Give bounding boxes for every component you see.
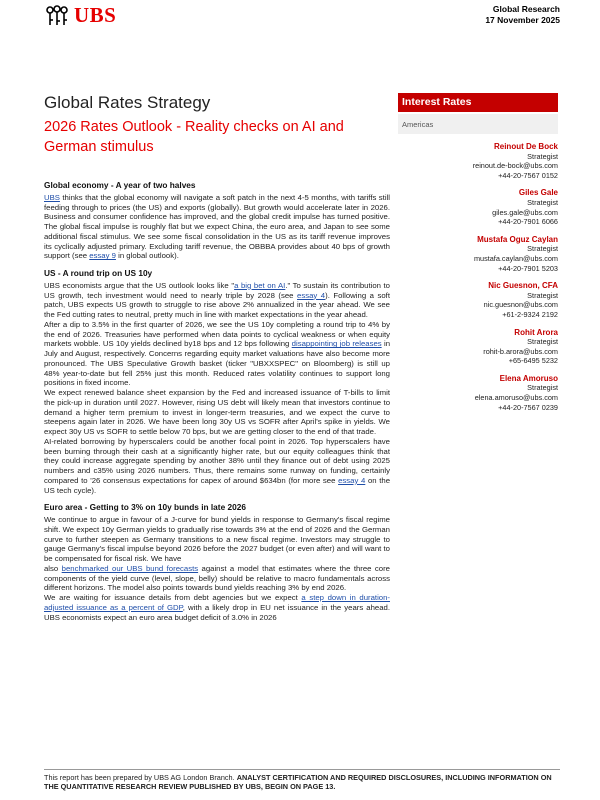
contact-phone: +44-20-7567 0152 [498, 170, 558, 180]
footer-disclosure: ANALYST CERTIFICATION AND REQUIRED DISCLOSURES, INCLUDING INFORMATION ON THE QUANTITATIVE RESEARCH REVIEW PUBLISHED BY UBS, BEGIN ON PAGE 13. [44, 773, 552, 791]
report-body [44, 181, 390, 630]
contact-name: Elena Amoruso [499, 373, 558, 383]
brand-label: Global Research [492, 4, 560, 14]
link-issuance-step-down[interactable]: a step down in duration-adjusted issuance as a percent of GDP [44, 593, 390, 612]
contact-role: Strategist [527, 337, 558, 347]
section-euro-area [44, 503, 390, 622]
logo-text: UBS [74, 3, 117, 27]
paragraph [44, 281, 390, 320]
contact-email[interactable]: rohit-b.arora@ubs.com [483, 346, 558, 356]
section-us [44, 269, 390, 495]
contact-role: Strategist [527, 151, 558, 161]
contact-email[interactable]: reinout.de-bock@ubs.com [472, 161, 558, 171]
link-essay-4[interactable]: essay 4 [338, 475, 366, 485]
contact-phone: +61-2-9324 2192 [502, 309, 558, 319]
link-essay-4[interactable]: essay 4 [297, 290, 326, 300]
text-run: thinks that the global economy will navigate a soft patch in the next 4-5 months, with tariffs still feeding through to prices (the US) and exports (globally). But growth would accelerate later in 2026. Business and consumer confidence has improved, and the global credit impulse has turned positive. The global fiscal impulse is roughly flat but we expect China, the euro area, and Japan to see some additional fiscal stimulus. We see some fiscal consolidation in the US as its tariff revenue improves its cyclically adjusted primary. Excluding tariff revenue, the OBBBA provides about 40 bps of growth support (see [44, 192, 390, 261]
contact-card [398, 281, 558, 319]
contact-email[interactable]: giles.gale@ubs.com [492, 207, 558, 217]
text-run: also [44, 563, 62, 573]
section-global-economy [44, 181, 390, 261]
paragraph [44, 193, 390, 261]
contact-card [398, 374, 558, 412]
text-run: ." To sustain its contribution to US growth, tech investment would need to nearly triple by 2028 (see [44, 280, 390, 300]
contact-role: Strategist [527, 244, 558, 254]
paragraph [44, 437, 390, 496]
link-big-bet-on-ai[interactable]: a big bet on AI [234, 280, 286, 290]
contact-name: Mustafa Oguz Caylan [477, 234, 558, 244]
sidebar [398, 93, 558, 420]
report-series-title: Global Rates Strategy [44, 93, 211, 112]
contact-card [398, 235, 558, 273]
header-info [485, 4, 560, 25]
contact-role: Strategist [527, 197, 558, 207]
section-heading: Global economy - A year of two halves [44, 180, 196, 190]
paragraph: We expect renewed balance sheet expansion by the Fed and increased issuance of T-bills to limit the pick-up in duration until 2027. However, rising US debt will likely mean that investors continue to demand a higher term premium to invest in longer-term treasuries, and we expect the curve to steepens again later in 2026. We have been long 30y US vs SOFR after April's spike in yields. We expect 30y US vs SOFR to settle below 70 bps, but we are getting closer to the end of that trade. [44, 388, 390, 436]
contact-name: Rohit Arora [514, 327, 558, 337]
link-job-releases[interactable]: disappointing job releases [291, 339, 382, 349]
contact-phone: +65-6495 5232 [508, 356, 558, 366]
link-essay-9[interactable]: essay 9 [89, 251, 116, 261]
contact-card [398, 188, 558, 226]
link-ubs[interactable]: UBS [44, 192, 60, 202]
ubs-keys-icon [44, 5, 70, 27]
contact-email[interactable]: elena.amoruso@ubs.com [474, 393, 558, 403]
footer-text: This report has been prepared by UBS AG London Branch. [44, 773, 237, 782]
publication-date: 17 November 2025 [485, 14, 560, 25]
text-run: in July and August, respectively. Concerns regarding equity market valuations have also become more pronounced. The UBS Speculative Growth basket (ticker "UBXXSPEC" on Bloomberg) is still up 48% year-to-date but fell 25% just this month. Reduced rates volatility continues to support long positions in fixed income. [44, 339, 391, 388]
paragraph: We continue to argue in favour of a J-curve for bund yields in response to Germany's fiscal regime shift. We expect 10y German yields to gradually rise towards 3% at the end of 2026 and the German curve to further steepen as Germany transitions to a new fiscal regime. Investors may struggle to gauge Germany's fiscal impulse beyond 2026 before the 2027 budget (or even after) and will want to be compensated for fiscal risk. We have [44, 515, 390, 563]
sidebar-region: Americas [398, 114, 558, 134]
text-run: AI-related borrowing by hyperscalers could be another focal point in 2026. Top hyperscalers have been burning through their cash at a significantly higher rate, but our equity colleagues think that they could increase aggregate spending by another 38% until they finance out of debt using 2025 numbers and c35% using 2026 numbers. Thus, there remains some runway on funding, certainly compared to '26 consensus expectations for capex of around $634bn (for more see [44, 436, 390, 485]
paragraph [44, 593, 390, 622]
contact-phone: +44-20-7567 0239 [498, 402, 558, 412]
contact-email[interactable]: nic.guesnon@ubs.com [483, 300, 558, 310]
contact-name: Giles Gale [518, 188, 558, 198]
ubs-logo [44, 3, 116, 28]
contact-name: Nic Guesnon, CFA [488, 281, 558, 291]
paragraph [44, 320, 390, 388]
text-run: ). Following a soft patch, UBS expects US growth to struggle to rise above 2% annualized in the year ahead. We see the Fed cutting rates to neutral, pretty much in line with market expectations in the year ahead. [44, 290, 390, 319]
text-run: on the US tech cycle). [44, 475, 391, 495]
contact-phone: +44-20-7901 6066 [498, 217, 558, 227]
text-run: in global outlook). [115, 251, 179, 261]
contact-phone: +44-20-7901 5203 [498, 263, 558, 273]
sidebar-heading: Interest Rates [398, 93, 558, 112]
disclosure-footer [44, 769, 560, 791]
contact-card [398, 328, 558, 366]
contact-card [398, 142, 558, 180]
contact-list [398, 142, 558, 412]
text-run: UBS economists argue that the US outlook looks like " [44, 280, 235, 290]
text-run: against a model that estimates where the three core components of the yield curve (level, slope, belly) should be relative to macro fundamentals across different horizons. The model also points towards bund yields reaching 3% by end 2026. [44, 563, 390, 593]
contact-name: Reinout De Bock [493, 142, 558, 151]
contact-role: Strategist [527, 290, 558, 300]
link-bund-forecasts[interactable]: benchmarked our UBS bund forecasts [61, 563, 199, 573]
text-run: We are waiting for issuance details from debt agencies but we expect [44, 593, 302, 602]
paragraph [44, 564, 390, 593]
section-heading: US - A round trip on US 10y [44, 268, 153, 278]
page-header [44, 0, 560, 40]
report-title: 2026 Rates Outlook - Reality checks on AI and German stimulus [44, 119, 344, 155]
section-heading: Euro area - Getting to 3% on 10y bunds in late 2026 [44, 502, 246, 513]
contact-role: Strategist [527, 383, 558, 393]
contact-email[interactable]: mustafa.caylan@ubs.com [473, 253, 558, 263]
text-run: , with a likely drop in EU net issuance in the years ahead. UBS economists expect an euro area budget deficit of 3.0% in 2026 [44, 602, 390, 622]
text-run: After a dip to 3.5% in the first quarter of 2026, we see the US 10y completing a round trip to 4% by the end of 2026. Treasuries have performed when data points to cyclical weakness or when equity markets wobble. US 10y yields declined by18 bps and 12 bps following [44, 319, 390, 349]
